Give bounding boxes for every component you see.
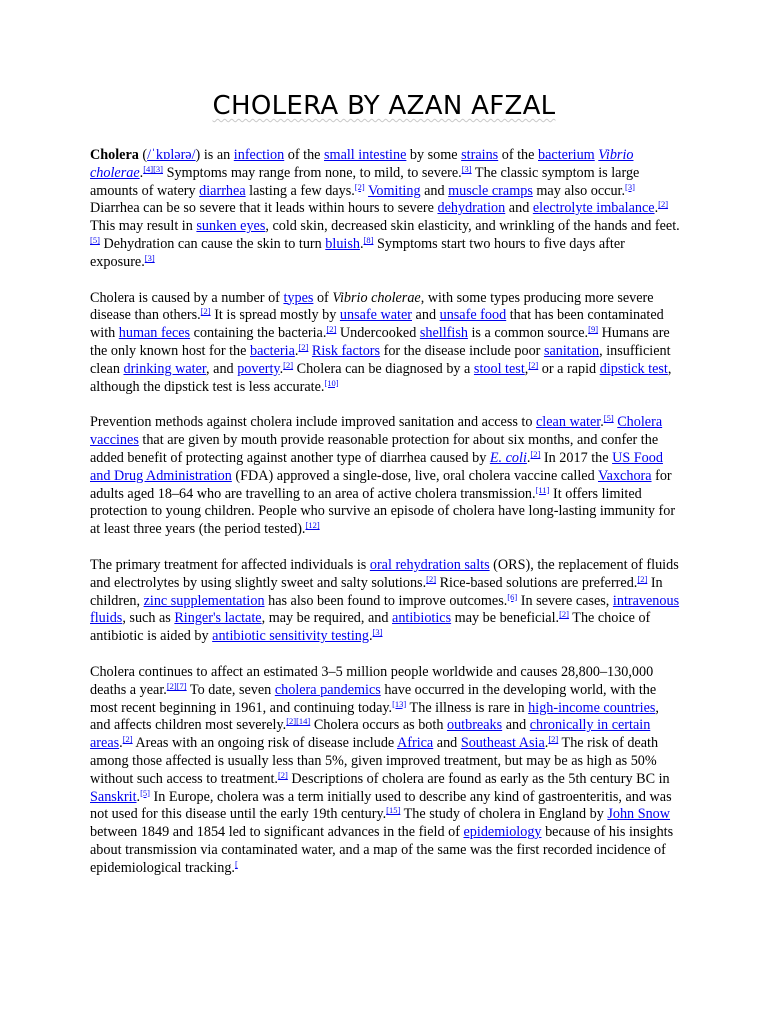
article-link[interactable]: infection: [233, 147, 285, 163]
article-link[interactable]: antibiotics: [392, 610, 452, 627]
citation-ref: [140, 788, 150, 798]
article-link[interactable]: sanitation: [543, 342, 600, 359]
article-link[interactable]: poverty: [237, 360, 280, 377]
citation-link[interactable]: [11]: [535, 484, 550, 495]
citation-ref: [324, 378, 338, 388]
italic-text: Vibrio cholerae: [332, 289, 421, 306]
citation-ref: [507, 592, 517, 602]
article-link[interactable]: bacteria: [249, 342, 295, 359]
article-link[interactable]: unsafe food: [439, 307, 507, 324]
article-link[interactable]: US Food and Drug Administration: [90, 449, 663, 484]
article-link[interactable]: dehydration: [437, 200, 506, 217]
article-paragraph: Cholera (/ˈkɒlərə/) is an infection of the small intestine by some strains of the bacterium Vibrio cholerae.[4][3] Symptoms may range from none, to mild, to severe.[3] The classic symptom is large amounts of watery diarrhea lasting a few days.[2] Vomiting and muscle cramps may also occur.[3] Diarrhea can be so severe that it leads within hours to severe dehydration and electrolyte imbalance.[2] This may result in sunken eyes, cold skin, decreased skin elasticity, and wrinkling of the hands and feet.[5] Dehydration can cause the skin to turn bluish.[8] Symptoms start two hours to five days after exposure.[3]: [90, 147, 680, 270]
citation-link[interactable]: [: [234, 858, 238, 869]
citation-ref: [386, 805, 400, 815]
citation-ref: [528, 360, 538, 370]
citation-link[interactable]: [5]: [140, 787, 150, 798]
citation-link[interactable]: [2]: [528, 359, 539, 370]
article-link[interactable]: chronically in certain areas: [90, 717, 651, 752]
article-paragraph: Prevention methods against cholera include improved sanitation and access to clean water.[5] Cholera vaccines that are given by mouth provide reasonable protection for about six months, and confer the added benefit of protecting against another type of diarrhea caused by E. coli.[2] In 2017 the US Food and Drug Administration (FDA) approved a single-dose, live, oral cholera vaccine called Vaxchora for adults aged 18–64 who are travelling to an area of active cholera transmission.[11] It offers limited protection to young children. People who survive an episode of cholera have long-lasting immunity for at least three years (the period tested).[12]: [90, 413, 676, 538]
article-link[interactable]: shellfish: [419, 325, 468, 342]
article-link[interactable]: sunken eyes: [196, 218, 266, 235]
citation-link[interactable]: [2]: [200, 306, 211, 317]
citation-ref: [355, 182, 365, 192]
citation-ref: [426, 574, 436, 584]
citation-ref: [625, 182, 635, 192]
citation-link[interactable]: [2]: [637, 573, 648, 584]
article-link[interactable]: Risk factors: [311, 342, 381, 359]
citation-link[interactable]: [3]: [625, 181, 635, 192]
citation-ref: [588, 324, 598, 334]
article-link[interactable]: diarrhea: [199, 182, 246, 199]
citation-link[interactable]: [10]: [324, 377, 339, 388]
citation-ref: [145, 253, 155, 263]
article-link[interactable]: epidemiology: [463, 824, 542, 841]
citation-link[interactable]: [2][14]: [286, 716, 311, 727]
article-link[interactable]: E. coli: [489, 449, 527, 466]
article-link[interactable]: Africa: [397, 735, 434, 752]
article-paragraph: Cholera continues to affect an estimated 3–5 million people worldwide and causes 28,800–130,000 deaths a year.[2][7] To date, seven cholera pandemics have occurred in the developing world, with the most recent beginning in 1961, and continuing today.[13] The illness is rare in high-income countries, and affects children most severely.[2][14] Cholera occurs as both outbreaks and chronically in certain areas.[2] Areas with an ongoing risk of disease include Africa and Southeast Asia.[2] The risk of death among those affected is usually less than 5%, given improved treatment, but may be as high as 50% without such access to treatment.[2] Descriptions of cholera are found as early as the 5th century BC in Sanskrit.[5] In Europe, cholera was a term initially used to describe any kind of gastroenteritis, and was not used for this disease until the early 19th century.[15] The study of cholera in England by John Snow between 1849 and 1854 led to significant advances in the field of epidemiology because of his insights about transmission via contaminated water, and a map of the same was the first recorded incidence of epidemiological tracking.[: [90, 663, 674, 876]
citation-ref: [559, 609, 569, 619]
citation-ref: [305, 520, 319, 530]
article-paragraph: Cholera is caused by a number of types of Vibrio cholerae, with some types producing more severe disease than others.[2] It is spread mostly by unsafe water and unsafe food that has been contaminated with human feces containing the bacteria.[2] Undercooked shellfish is a common source.[9] Humans are the only known host for the bacteria.[2] Risk factors for the disease include poor sanitation, insufficient clean drinking water, and poverty.[2] Cholera can be diagnosed by a stool test,[2] or a rapid dipstick test, although the dipstick test is less accurate.[10]: [90, 289, 672, 395]
citation-ref: [373, 627, 383, 637]
citation-link[interactable]: [2]: [548, 734, 559, 745]
citation-ref: [283, 360, 293, 370]
citation-link[interactable]: [2]: [426, 573, 437, 584]
citation-link[interactable]: [2]: [326, 324, 337, 335]
article-link[interactable]: oral rehydration salts: [369, 556, 490, 573]
citation-ref: [658, 199, 668, 209]
article-link[interactable]: John Snow: [607, 806, 671, 823]
citation-ref: [637, 574, 647, 584]
citation-link[interactable]: [3]: [461, 163, 472, 174]
article-link[interactable]: human feces: [118, 325, 191, 342]
citation-link[interactable]: [15]: [386, 805, 401, 816]
citation-link[interactable]: [3]: [144, 252, 155, 263]
article-link[interactable]: outbreaks: [446, 717, 503, 734]
article-link[interactable]: electrolyte imbalance: [532, 200, 655, 217]
article-link[interactable]: unsafe water: [339, 307, 412, 324]
article-link[interactable]: Vibrio cholerae: [90, 147, 634, 181]
citation-link[interactable]: [8]: [363, 234, 374, 245]
citation-ref: [548, 734, 558, 744]
citation-ref: [392, 699, 406, 709]
article-link[interactable]: bacterium: [538, 147, 595, 163]
article-link[interactable]: drinking water: [123, 360, 207, 377]
citation-link[interactable]: [2]: [559, 609, 569, 620]
citation-ref: [536, 485, 550, 495]
article-link[interactable]: high-income countries: [528, 699, 656, 716]
article-link[interactable]: Southeast Asia: [460, 735, 545, 752]
citation-link[interactable]: [6]: [507, 591, 518, 602]
article-subject: Cholera: [90, 147, 139, 163]
citation-ref: [364, 235, 374, 245]
citation-link[interactable]: [13]: [392, 698, 407, 709]
citation-ref: [286, 716, 310, 726]
citation-link[interactable]: [2]: [277, 769, 288, 780]
page-title-text: CHOLERA BY AZAN AFZAL: [212, 91, 556, 121]
citation-link[interactable]: [12]: [305, 520, 320, 531]
article-link[interactable]: muscle cramps: [448, 182, 533, 199]
citation-ref: [462, 164, 472, 174]
article-link[interactable]: Sanskrit: [90, 788, 137, 805]
article-body: [90, 147, 680, 895]
article-link[interactable]: clean water: [536, 414, 601, 431]
citation-link[interactable]: [4][3]: [143, 163, 164, 174]
citation-ref: [167, 681, 187, 691]
article-link[interactable]: zinc supplementation: [143, 592, 265, 609]
citation-ref: [235, 859, 238, 869]
page-title: [0, 91, 768, 121]
citation-ref: [143, 164, 163, 174]
article-link[interactable]: stool test: [473, 360, 525, 377]
article-link[interactable]: Ringer's lactate: [174, 610, 262, 627]
article-link[interactable]: small intestine: [324, 147, 407, 163]
citation-link[interactable]: [5]: [90, 234, 100, 245]
citation-link[interactable]: [3]: [372, 627, 383, 638]
article-link[interactable]: Cholera vaccines: [90, 414, 663, 449]
citation-link[interactable]: [9]: [588, 324, 599, 335]
citation-ref: [604, 413, 614, 423]
citation-link[interactable]: [2]: [122, 734, 133, 745]
article-link[interactable]: /ˈkɒlərə/: [147, 147, 196, 163]
article-link[interactable]: strains: [461, 147, 499, 163]
citation-ref: [90, 235, 100, 245]
citation-link[interactable]: [2]: [658, 199, 669, 210]
citation-ref: [123, 734, 133, 744]
citation-ref: [530, 449, 540, 459]
citation-link[interactable]: [2]: [354, 181, 365, 192]
article-link[interactable]: Vaxchora: [597, 467, 652, 484]
article-link[interactable]: Vomiting: [367, 182, 421, 199]
article-link[interactable]: antibiotic sensitivity testing: [212, 628, 369, 645]
citation-link[interactable]: [2]: [298, 341, 309, 352]
citation-link[interactable]: [5]: [603, 413, 614, 424]
article-link[interactable]: bluish: [325, 235, 360, 252]
article-link[interactable]: cholera pandemics: [274, 681, 381, 698]
article-link[interactable]: dipstick test: [599, 360, 668, 377]
citation-link[interactable]: [2][7]: [166, 680, 187, 691]
article-link[interactable]: intravenous fluids: [90, 592, 680, 627]
citation-ref: [201, 306, 211, 316]
citation-ref: [298, 342, 308, 352]
article-paragraph: The primary treatment for affected individuals is oral rehydration salts (ORS), the replacement of fluids and electrolytes by using slightly sweet and salty solutions.[2] Rice-based solutions are preferred.[2] In children, zinc supplementation has also been found to improve outcomes.[6] In severe cases, intravenous fluids, such as Ringer's lactate, may be required, and antibiotics may be beneficial.[2] The choice of antibiotic is aided by antibiotic sensitivity testing.[3]: [90, 556, 680, 645]
citation-ref: [278, 770, 288, 780]
article-link[interactable]: types: [283, 289, 314, 306]
citation-ref: [326, 324, 336, 334]
citation-link[interactable]: [2]: [283, 359, 294, 370]
citation-link[interactable]: [2]: [530, 448, 541, 459]
